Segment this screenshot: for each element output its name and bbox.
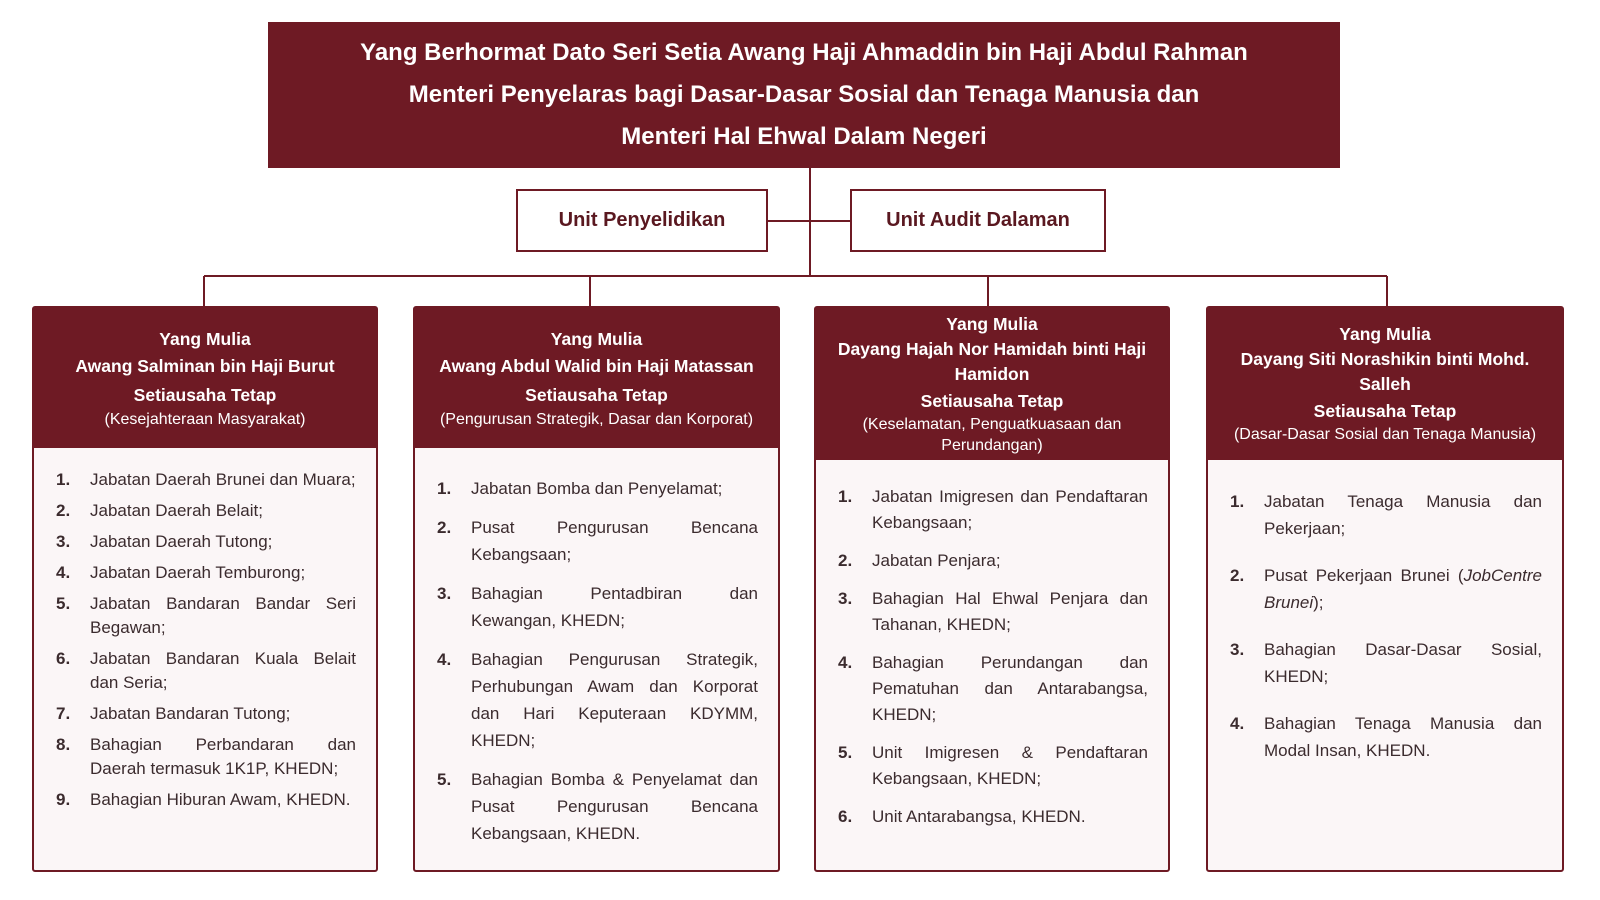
list-item: [1230, 636, 1542, 690]
unit-audit-dalaman-label: Unit Audit Dalaman: [886, 209, 1070, 231]
item-text: Bahagian Hal Ehwal Penjara dan Tahanan, KHEDN;: [872, 589, 1148, 634]
division-name: (Keselamatan, Penguatkuasaan dan Perundangan): [862, 416, 1122, 454]
department-list: [415, 448, 778, 847]
honorific: Yang Mulia: [550, 328, 643, 349]
department-list: [816, 460, 1168, 830]
list-item: [56, 468, 356, 492]
division-card-kesejahteraan: [32, 306, 378, 872]
division-header: [1208, 308, 1562, 460]
item-number: 2.: [56, 501, 71, 520]
list-item: [56, 702, 356, 726]
item-text-paren-open: (: [1449, 566, 1464, 585]
item-number: 3.: [56, 532, 71, 551]
item-text: Bahagian Perbandaran dan Daerah termasuk 1K1P, KHEDN;: [90, 735, 356, 778]
list-item: [56, 647, 356, 695]
division-name: (Dasar-Dasar Sosial dan Tenaga Manusia): [1233, 426, 1537, 443]
list-item: [437, 766, 758, 847]
item-number: 3.: [1230, 640, 1245, 659]
item-text: [1264, 562, 1542, 616]
unit-audit-dalaman-box: [850, 189, 1106, 252]
list-item: [56, 592, 356, 640]
unit-penyelidikan-label: Unit Penyelidikan: [558, 209, 726, 231]
list-item: [56, 561, 356, 585]
item-text: Jabatan Daerah Brunei dan Muara;: [90, 470, 356, 489]
position-title: Setiausaha Tetap: [920, 391, 1064, 411]
honorific: Yang Mulia: [159, 328, 251, 349]
item-number: 5.: [56, 594, 71, 613]
list-item: [437, 514, 758, 568]
item-text: Jabatan Bomba dan Penyelamat;: [471, 479, 723, 498]
item-text: Bahagian Pentadbiran dan Kewangan, KHEDN;: [471, 584, 758, 630]
item-number: 5.: [838, 743, 853, 762]
list-item: [437, 646, 758, 754]
item-number: 1.: [437, 479, 452, 498]
division-header: [816, 308, 1168, 460]
minister-box: [268, 22, 1340, 168]
item-number: 3.: [437, 584, 452, 603]
item-number: 3.: [838, 589, 853, 608]
item-text: Jabatan Bandaran Kuala Belait dan Seria;: [90, 649, 356, 692]
list-item: [838, 484, 1148, 536]
division-name: (Pengurusan Strategik, Dasar dan Korporat): [439, 410, 754, 428]
unit-penyelidikan-box: [516, 189, 768, 252]
item-number: 6.: [838, 807, 853, 826]
position-title: Setiausaha Tetap: [1313, 401, 1457, 421]
secretary-name: Dayang Siti Norashikin binti Mohd. Salleh: [1240, 349, 1530, 394]
list-item: [1230, 488, 1542, 542]
item-text: Jabatan Daerah Temburong;: [90, 563, 306, 582]
item-number: 7.: [56, 704, 71, 723]
list-item: [1230, 710, 1542, 764]
item-text: Bahagian Pengurusan Strategik, Perhubungan Awam dan Korporat dan Hari Keputeraan KDYMM, KHEDN;: [471, 650, 758, 750]
item-number: 2.: [437, 518, 452, 537]
division-card-strategik: [413, 306, 780, 872]
item-number: 1.: [838, 487, 853, 506]
minister-title-line-1: Menteri Penyelaras bagi Dasar-Dasar Sosial dan Tenaga Manusia dan: [408, 81, 1200, 108]
list-item: [838, 548, 1148, 574]
item-text: Bahagian Bomba & Penyelamat dan Pusat Pengurusan Bencana Kebangsaan, KHEDN.: [471, 770, 758, 843]
item-text-emphasis: JobCentre Brunei: [1264, 566, 1542, 612]
item-text: Jabatan Imigresen dan Pendaftaran Kebangsaan;: [872, 487, 1148, 532]
item-number: 9.: [56, 790, 71, 809]
item-text: Pusat Pengurusan Bencana Kebangsaan;: [471, 518, 758, 564]
division-card-keselamatan: [814, 306, 1170, 872]
item-text: Jabatan Bandaran Tutong;: [90, 704, 291, 723]
honorific: Yang Mulia: [946, 314, 1038, 334]
item-text: Bahagian Tenaga Manusia dan Modal Insan, KHEDN.: [1264, 714, 1542, 760]
item-text: Jabatan Tenaga Manusia dan Pekerjaan;: [1264, 492, 1542, 538]
list-item: [838, 650, 1148, 728]
item-text: Bahagian Perundangan dan Pematuhan dan Antarabangsa, KHEDN;: [872, 653, 1148, 724]
division-name: (Kesejahteraan Masyarakat): [104, 410, 306, 428]
department-list: [34, 448, 376, 812]
secretary-name: Awang Salminan bin Haji Burut: [75, 355, 335, 376]
item-number: 4.: [1230, 714, 1245, 733]
item-number: 6.: [56, 649, 71, 668]
minister-title-line-2: Menteri Hal Ehwal Dalam Negeri: [621, 123, 987, 150]
item-number: 4.: [56, 563, 71, 582]
division-card-sosial: [1206, 306, 1564, 872]
position-title: Setiausaha Tetap: [133, 384, 277, 405]
item-text: Unit Antarabangsa, KHEDN.: [872, 807, 1086, 826]
list-item: [1230, 562, 1542, 616]
item-text-paren-close: );: [1313, 593, 1324, 612]
list-item: [437, 475, 758, 502]
division-header: [415, 308, 778, 448]
item-number: 4.: [838, 653, 853, 672]
list-item: [838, 740, 1148, 792]
item-text: Jabatan Daerah Tutong;: [90, 532, 273, 551]
item-number: 1.: [56, 470, 71, 489]
list-item: [838, 586, 1148, 638]
item-number: 5.: [437, 770, 452, 789]
secretary-name: Awang Abdul Walid bin Haji Matassan: [439, 355, 754, 376]
division-header: [34, 308, 376, 448]
secretary-name: Dayang Hajah Nor Hamidah binti Haji Hamidon: [837, 339, 1147, 384]
item-number: 2.: [1230, 566, 1245, 585]
honorific: Yang Mulia: [1339, 324, 1431, 344]
position-title: Setiausaha Tetap: [525, 384, 668, 405]
item-number: 4.: [437, 650, 452, 669]
item-text: Jabatan Penjara;: [872, 551, 1001, 570]
item-number: 2.: [838, 551, 853, 570]
item-number: 1.: [1230, 492, 1245, 511]
item-text: Bahagian Hiburan Awam, KHEDN.: [90, 790, 351, 809]
minister-name: Yang Berhormat Dato Seri Setia Awang Haji Ahmaddin bin Haji Abdul Rahman: [360, 39, 1248, 66]
department-list: [1208, 460, 1562, 764]
item-text: Bahagian Dasar-Dasar Sosial, KHEDN;: [1264, 640, 1542, 686]
item-text: Jabatan Bandaran Bandar Seri Begawan;: [90, 594, 356, 637]
list-item: [437, 580, 758, 634]
item-text: Unit Imigresen & Pendaftaran Kebangsaan, KHEDN;: [872, 743, 1148, 788]
list-item: [56, 530, 356, 554]
list-item: [56, 788, 356, 812]
list-item: [838, 804, 1148, 830]
item-number: 8.: [56, 735, 71, 754]
item-text-main: Pusat Pekerjaan Brunei: [1264, 566, 1450, 585]
list-item: [56, 499, 356, 523]
item-text: Jabatan Daerah Belait;: [90, 501, 263, 520]
list-item: [56, 733, 356, 781]
